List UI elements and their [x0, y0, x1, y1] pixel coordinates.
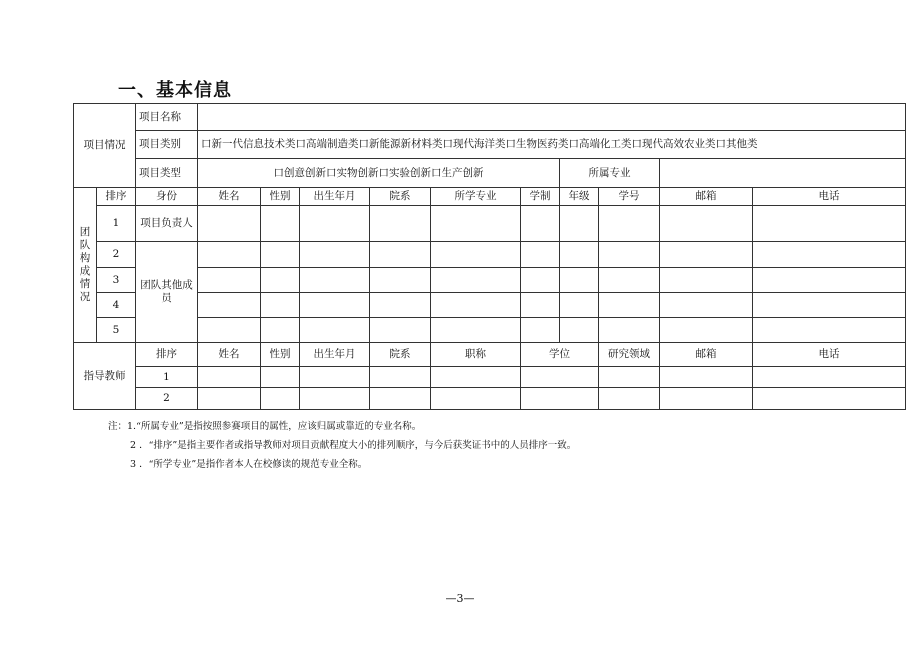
team-cell[interactable]	[753, 242, 906, 268]
team-cell[interactable]	[198, 318, 261, 343]
advisor-col-phone: 电话	[753, 343, 906, 367]
team-cell[interactable]	[521, 293, 560, 318]
page-number: —3—	[445, 592, 475, 605]
team-header-row	[74, 188, 906, 206]
team-col-email: 邮箱	[660, 188, 753, 206]
team-cell[interactable]	[431, 318, 521, 343]
project-group-label: 项目情况	[74, 104, 136, 188]
team-col-student-id: 学号	[599, 188, 660, 206]
team-row	[74, 293, 906, 318]
project-type-options[interactable]: 口创意创新口实物创新口实验创新口生产创新	[198, 159, 560, 188]
team-cell[interactable]	[560, 242, 599, 268]
section-title: 一、基本信息	[118, 80, 232, 101]
advisor-col-gender: 性别	[261, 343, 300, 367]
advisor-cell[interactable]	[198, 388, 261, 410]
advisor-col-dept: 院系	[370, 343, 431, 367]
team-col-phone: 电话	[753, 188, 906, 206]
team-cell[interactable]	[521, 242, 560, 268]
team-cell[interactable]	[599, 206, 660, 242]
project-name-row	[74, 104, 906, 131]
advisor-col-field: 研究领域	[599, 343, 660, 367]
project-name-field[interactable]	[198, 104, 906, 131]
team-cell[interactable]	[261, 206, 300, 242]
advisor-cell[interactable]	[300, 367, 370, 388]
team-col-dept: 院系	[370, 188, 431, 206]
advisor-cell[interactable]	[660, 367, 753, 388]
advisor-row-order: 2	[136, 388, 198, 410]
team-cell[interactable]	[431, 268, 521, 293]
team-leader-role: 项目负责人	[136, 206, 198, 242]
team-cell[interactable]	[431, 206, 521, 242]
advisor-cell[interactable]	[521, 367, 599, 388]
team-cell[interactable]	[660, 242, 753, 268]
team-row	[74, 318, 906, 343]
team-row	[74, 242, 906, 268]
team-cell[interactable]	[521, 318, 560, 343]
advisor-col-order: 排序	[136, 343, 198, 367]
team-cell[interactable]	[198, 206, 261, 242]
team-cell[interactable]	[431, 242, 521, 268]
team-cell[interactable]	[599, 242, 660, 268]
advisor-cell[interactable]	[261, 367, 300, 388]
team-row-order: 4	[97, 293, 136, 318]
team-col-role: 身份	[136, 188, 198, 206]
advisor-cell[interactable]	[300, 388, 370, 410]
advisor-cell[interactable]	[599, 367, 660, 388]
team-cell[interactable]	[599, 268, 660, 293]
advisor-cell[interactable]	[198, 367, 261, 388]
project-type-row	[74, 159, 906, 188]
team-row-order: 1	[97, 206, 136, 242]
team-cell[interactable]	[370, 268, 431, 293]
project-major-label: 所属专业	[560, 159, 660, 188]
team-cell[interactable]	[753, 268, 906, 293]
team-cell[interactable]	[660, 293, 753, 318]
project-category-row	[74, 131, 906, 159]
team-cell[interactable]	[521, 206, 560, 242]
project-type-label: 项目类型	[136, 159, 198, 188]
team-cell[interactable]	[261, 268, 300, 293]
advisor-cell[interactable]	[660, 388, 753, 410]
team-row-order: 2	[97, 242, 136, 268]
team-col-gender: 性别	[261, 188, 300, 206]
team-cell[interactable]	[370, 242, 431, 268]
project-name-label: 项目名称	[136, 104, 198, 131]
team-cell[interactable]	[560, 268, 599, 293]
project-category-label: 项目类别	[136, 131, 198, 159]
team-cell[interactable]	[431, 293, 521, 318]
note-1: 注：1.“所属专业”是指按照参赛项目的属性，应该归属或靠近的专业名称。	[108, 421, 422, 432]
team-row-order: 3	[97, 268, 136, 293]
team-cell[interactable]	[198, 293, 261, 318]
advisor-cell[interactable]	[261, 388, 300, 410]
team-cell[interactable]	[753, 293, 906, 318]
team-cell[interactable]	[300, 242, 370, 268]
advisor-header-row	[74, 343, 906, 367]
advisor-cell[interactable]	[753, 388, 906, 410]
advisor-cell[interactable]	[599, 388, 660, 410]
notes	[108, 417, 576, 474]
team-cell[interactable]	[560, 318, 599, 343]
team-cell[interactable]	[198, 242, 261, 268]
note-2: 2 ．“排序”是指主要作者或指导教师对项目贡献程度大小的排列顺序，与今后获奖证书中的人员排序一致。	[130, 440, 577, 451]
team-cell[interactable]	[261, 242, 300, 268]
team-cell[interactable]	[560, 206, 599, 242]
advisor-cell[interactable]	[370, 367, 431, 388]
team-cell[interactable]	[370, 293, 431, 318]
project-major-field[interactable]	[660, 159, 906, 188]
team-cell[interactable]	[560, 293, 599, 318]
team-col-major: 所学专业	[431, 188, 521, 206]
team-cell[interactable]	[521, 268, 560, 293]
team-cell[interactable]	[300, 206, 370, 242]
basic-info-table	[73, 103, 906, 410]
team-cell[interactable]	[300, 268, 370, 293]
project-category-options[interactable]: 口新一代信息技术类口高端制造类口新能源新材料类口现代海洋类口生物医药类口高端化工类口现代高效农业类口其他类	[198, 131, 906, 159]
advisor-cell[interactable]	[521, 388, 599, 410]
team-cell[interactable]	[660, 268, 753, 293]
advisor-row	[74, 367, 906, 388]
team-cell[interactable]	[261, 293, 300, 318]
advisor-col-email: 邮箱	[660, 343, 753, 367]
advisor-cell[interactable]	[431, 367, 521, 388]
advisor-col-title: 职称	[431, 343, 521, 367]
team-cell[interactable]	[599, 293, 660, 318]
team-cell[interactable]	[370, 206, 431, 242]
team-cell[interactable]	[660, 206, 753, 242]
note-3: 3 ．“所学专业”是指作者本人在校修读的规范专业全称。	[130, 459, 368, 470]
team-row-order: 5	[97, 318, 136, 343]
advisor-row-order: 1	[136, 367, 198, 388]
team-col-order: 排序	[97, 188, 136, 206]
team-row	[74, 268, 906, 293]
advisor-cell[interactable]	[431, 388, 521, 410]
team-col-schooling: 学制	[521, 188, 560, 206]
team-members-role: 团队其他成员	[136, 242, 198, 343]
team-cell[interactable]	[300, 318, 370, 343]
advisor-cell[interactable]	[753, 367, 906, 388]
team-group-label: 团 队 构 成 情 况	[74, 188, 97, 343]
team-col-grade: 年级	[560, 188, 599, 206]
team-cell[interactable]	[261, 318, 300, 343]
advisor-row	[74, 388, 906, 410]
advisor-col-degree: 学位	[521, 343, 599, 367]
advisor-cell[interactable]	[370, 388, 431, 410]
team-cell[interactable]	[370, 318, 431, 343]
team-cell[interactable]	[599, 318, 660, 343]
advisor-group-label: 指导教师	[74, 343, 136, 410]
advisor-col-name: 姓名	[198, 343, 261, 367]
advisor-col-birth: 出生年月	[300, 343, 370, 367]
team-cell[interactable]	[300, 293, 370, 318]
team-col-name: 姓名	[198, 188, 261, 206]
team-cell[interactable]	[753, 206, 906, 242]
team-cell[interactable]	[660, 318, 753, 343]
team-row	[74, 206, 906, 242]
team-cell[interactable]	[198, 268, 261, 293]
team-cell[interactable]	[753, 318, 906, 343]
team-col-birth: 出生年月	[300, 188, 370, 206]
